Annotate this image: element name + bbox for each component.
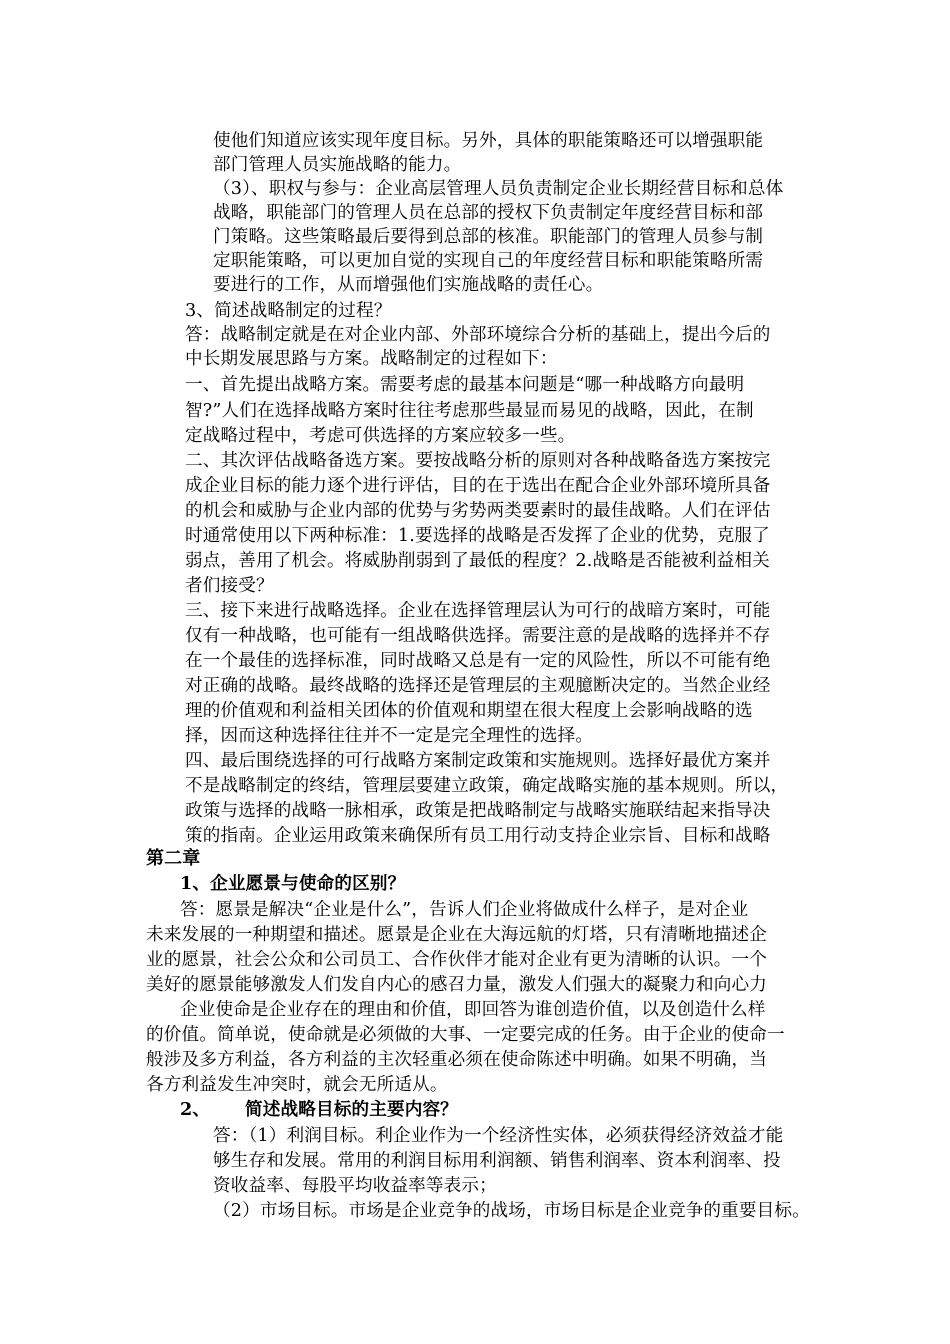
answer-line: 二、其次评估战略备选方案。要按战略分析的原则对各种战略备选方案按完	[185, 451, 771, 471]
answer-line: 不是战略制定的终结，管理层要建立政策，确定战略实施的基本规则。所以，	[185, 776, 789, 796]
answer-line: 够生存和发展。常用的利润目标用利润额、销售利润率、资本利润率、投	[213, 1151, 781, 1171]
answer-line: 答：（1）利润目标。利企业作为一个经济性实体，必须获得经济效益才能	[213, 1126, 784, 1146]
answer-line: 的价值。简单说，使命就是必须做的大事、一定要完成的任务。由于企业的使命一	[146, 1025, 785, 1045]
answer-line: 中长期发展思路与方案。战略制定的过程如下：	[185, 349, 558, 369]
answer-line: 成企业目标的能力逐个进行评估，目的在于选出在配合企业外部环境所具备	[185, 476, 771, 496]
question-number: 2、	[180, 1099, 211, 1120]
answer-line: 政策与选择的战略一脉相承，政策是把战略制定与战略实施联结起来指导决	[185, 801, 771, 821]
answer-line: 企业使命是企业存在的理由和价值，即回答为谁创造价值，以及创造什么样	[180, 1000, 766, 1020]
answer-line: 各方利益发生冲突时，就会无所适从。	[146, 1075, 448, 1095]
answer-line: 答：愿景是解决“企业是什么”，告诉人们企业将做成什么样子，是对企业	[180, 900, 749, 920]
answer-line: 定战略过程中，考虑可供选择的方案应较多一些。	[185, 426, 576, 446]
answer-line: 择，因而这种选择往往并不一定是完全理性的选择。	[185, 726, 594, 746]
chapter-heading: 第二章	[146, 848, 201, 869]
answer-line: 资收益率、每股平均收益率等表示；	[213, 1176, 497, 1196]
answer-line: 者们接受？	[185, 576, 274, 596]
answer-line: （2）市场目标。市场是企业竞争的战场，市场目标是企业竞争的重要目标。	[213, 1201, 810, 1221]
answer-line: 四、最后围绕选择的可行战略方案制定政策和实施规则。选择好最优方案并	[185, 751, 771, 771]
paragraph-line: 要进行的工作，从而增强他们实施战略的责任心。	[213, 275, 604, 295]
question-title: 1、企业愿景与使命的区别？	[180, 873, 406, 894]
answer-line: 业的愿景，社会公众和公司员工、合作伙伴才能对企业有更为清晰的认识。一个	[146, 950, 768, 970]
answer-line: 的机会和威胁与企业内部的优势与劣势两类要素时的最佳战略。人们在评估	[185, 501, 771, 521]
question-title: 简述战略目标的主要内容？	[245, 1099, 458, 1120]
answer-line: 答：战略制定就是在对企业内部、外部环境综合分析的基础上，提出今后的	[185, 325, 771, 345]
answer-line: 美好的愿景能够激发人们发自内心的感召力量，激发人们强大的凝聚力和向心力	[146, 975, 768, 995]
answer-line: 时通常使用以下两种标准：1.要选择的战略是否发挥了企业的优势，克服了	[185, 526, 770, 546]
answer-line: 在一个最佳的选择标准，同时战略又总是有一定的风险性，所以不可能有绝	[185, 651, 771, 671]
question-title: 3、简述战略制定的过程？	[185, 301, 392, 321]
paragraph-line: 门策略。这些策略最后要得到总部的核准。职能部门的管理人员参与制	[213, 227, 764, 247]
paragraph-line: 部门管理人员实施战略的能力。	[213, 155, 462, 175]
paragraph-line: 使他们知道应该实现年度目标。另外，具体的职能策略还可以增强职能	[213, 131, 764, 151]
answer-line: 智?”人们在选择战略方案时往往考虑那些最显而易见的战略，因此，在制	[185, 401, 754, 421]
answer-line: 未来发展的一种期望和描述。愿景是企业在大海远航的灯塔，只有清晰地描述企	[146, 925, 768, 945]
paragraph-line: 战略，职能部门的管理人员在总部的授权下负责制定年度经营目标和部	[213, 203, 764, 223]
answer-line: 策的指南。企业运用政策来确保所有员工用行动支持企业宗旨、目标和战略	[185, 826, 771, 846]
answer-line: 弱点，善用了机会。将威胁削弱到了最低的程度？2.战略是否能被利益相关	[185, 551, 770, 571]
answer-line: 一、首先提出战略方案。需要考虑的最基本问题是“哪一种战略方向最明	[185, 375, 745, 395]
paragraph-line: 定职能策略，可以更加自觉的实现自己的年度经营目标和职能策略所需	[213, 251, 764, 271]
answer-line: 般涉及多方利益，各方利益的主次轻重必须在使命陈述中明确。如果不明确，当	[146, 1050, 768, 1070]
answer-line: 对正确的战略。最终战略的选择还是管理层的主观臆断决定的。当然企业经	[185, 676, 771, 696]
paragraph-line: （3）、职权与参与：企业高层管理人员负责制定企业长期经营目标和总体	[213, 179, 784, 199]
answer-line: 理的价值观和利益相关团体的价值观和期望在很大程度上会影响战略的选	[185, 701, 753, 721]
answer-line: 三、接下来进行战略选择。企业在选择管理层认为可行的战暗方案时，可能	[185, 601, 771, 621]
answer-line: 仅有一种战略，也可能有一组战略供选择。需要注意的是战略的选择并不存	[185, 626, 771, 646]
